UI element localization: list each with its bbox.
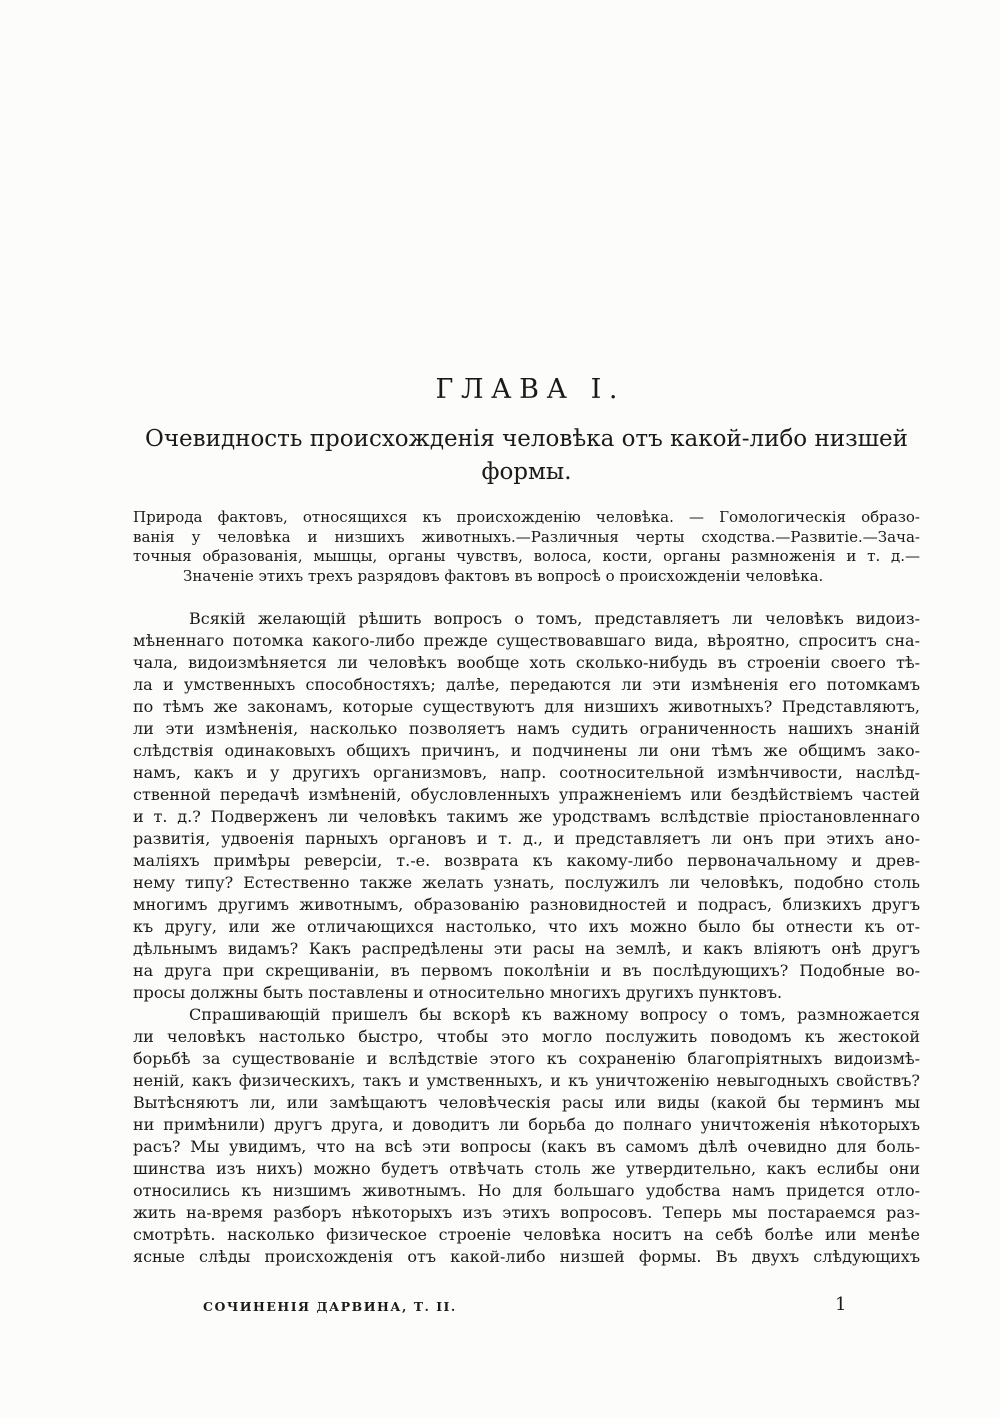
text-line: по тѣмъ же законамъ, которые существуютъ для низшихъ животныхъ? Представляютъ,: [133, 697, 920, 717]
text-line: Природа фактовъ, относящихся къ происхожденію человѣка. — Гомологическія образо-: [133, 508, 920, 527]
text-line: борьбѣ за существованіе и вслѣдствіе этого къ сохраненію благопріятныхъ видоизмѣ-: [133, 1049, 920, 1069]
text-line: ванія у человѣка и низшихъ животныхъ.—Различныя черты сходства.—Развитіе.—Зача-: [133, 527, 920, 546]
text-line: и т. д.? Подверженъ ли человѣкъ такимъ же уродствамъ вслѣдствіе пріостановленнаго: [133, 807, 920, 827]
text-line: смотрѣть. насколько физическое строеніе человѣка носитъ на себѣ болѣе или менѣе: [133, 1225, 920, 1245]
text-line: ли человѣкъ настолько быстро, чтобы это могло послужить поводомъ къ жестокой: [133, 1027, 920, 1047]
text-line: жить на-время разборъ нѣкоторыхъ изъ этихъ вопросовъ. Теперь мы постараемся раз-: [133, 1203, 920, 1223]
text-line: многимъ другимъ животнымъ, образованію разновидностей и подрасъ, близкихъ другъ: [133, 895, 920, 915]
text-line: ясные слѣды происхожденія отъ какой-либо низшей формы. Въ двухъ слѣдующихъ: [133, 1247, 920, 1267]
text-line: точныя образованія, мышцы, органы чувствъ, волоса, кости, органы размноженія и т. д.—: [133, 547, 920, 566]
text-line: ни примѣнили) другъ друга, и доводитъ ли борьба до полнаго уничтоженія нѣкоторыхъ: [133, 1115, 920, 1135]
text-line: Значеніе этихъ трехъ разрядовъ фактовъ въ вопросѣ о происхожденіи человѣка.: [183, 566, 824, 585]
page-content: [133, 375, 920, 1318]
text-line: дѣльнымъ видамъ? Какъ распредѣлены эти расы на землѣ, и какъ вліяютъ онѣ другъ: [133, 939, 920, 959]
text-line: Вытѣсняютъ ли, или замѣщаютъ человѣческія расы или виды (какой бы терминъ мы: [133, 1093, 920, 1113]
text-line: на друга при скрещиваніи, въ первомъ поколѣніи и въ послѣдующихъ? Подобные во-: [133, 961, 920, 981]
page-number: 1: [835, 1294, 847, 1316]
text-line: къ другу, или же отличающихся настолько, что ихъ можно было бы отнести къ от-: [133, 917, 920, 937]
text-line: Очевидность происхожденія человѣка отъ какой-либо низшей: [145, 426, 908, 452]
text-line: формы.: [481, 459, 572, 485]
text-line: неній, какъ физическихъ, такъ и умственныхъ, и къ уничтоженію невыгодныхъ свойствъ?: [133, 1071, 920, 1091]
paragraph-2: [133, 1004, 920, 1268]
chapter-heading: ГЛАВА I.: [435, 374, 625, 405]
chapter-summary: [133, 508, 920, 586]
body-text: [133, 608, 920, 1268]
text-line: расъ? Мы увидимъ, что на всѣ эти вопросы (какъ въ самомъ дѣлѣ очевидно для боль-: [133, 1137, 920, 1157]
text-line: маліяхъ примѣры реверсіи, т.-е. возврата къ какому-либо первоначальному и древ-: [133, 851, 920, 871]
text-line: Всякій желающій рѣшить вопросъ о томъ, представляетъ ли человѣкъ видоиз-: [189, 609, 920, 629]
text-line: относились къ низшимъ животнымъ. Но для большаго удобства намъ придется отло-: [133, 1181, 920, 1201]
chapter-title: [133, 423, 920, 489]
text-line: шинства изъ нихъ) можно будетъ отвѣчать столь же утвердительно, какъ еслибы они: [133, 1159, 920, 1179]
text-line: намъ, какъ и у другихъ организмовъ, напр. соотносительной измѣнчивости, наслѣд-: [133, 763, 920, 783]
imprint-label: СОЧИНЕНІЯ ДАРВИНА, Т. II.: [203, 1299, 457, 1315]
text-line: развитія, удвоенія парныхъ органовъ и т. д., и представляетъ ли онъ при этихъ ано-: [133, 829, 920, 849]
text-line: ли эти измѣненія, насколько позволяетъ намъ судить ограниченность нашихъ знаній: [133, 719, 920, 739]
text-line: мѣненнаго потомка какого-либо прежде существовавшаго вида, вѣроятно, спроситъ сна-: [133, 631, 920, 651]
text-line: ственной передачѣ измѣненій, обусловленныхъ упражненіемъ или бездѣйствіемъ частей: [133, 785, 920, 805]
text-line: чала, видоизмѣняется ли человѣкъ вообще хоть сколько-нибудь въ строеніи своего тѣ-: [133, 653, 920, 673]
page-footer: [133, 1294, 920, 1318]
text-line: Спрашивающій пришелъ бы вскорѣ къ важному вопросу о томъ, размножается: [189, 1005, 920, 1025]
text-line: ла и умственныхъ способностяхъ; далѣе, передаются ли эти измѣненія его потомкамъ: [133, 675, 920, 695]
paragraph-1: [133, 608, 920, 1004]
text-line: просы должны быть поставлены и относительно многихъ другихъ пунктовъ.: [133, 983, 783, 1003]
text-line: нему типу? Естественно также желать узнать, послужилъ ли человѣкъ, подобно столь: [133, 873, 920, 893]
text-line: слѣдствія одинаковыхъ общихъ причинъ, и подчинены ли они тѣмъ же общимъ зако-: [133, 741, 920, 761]
